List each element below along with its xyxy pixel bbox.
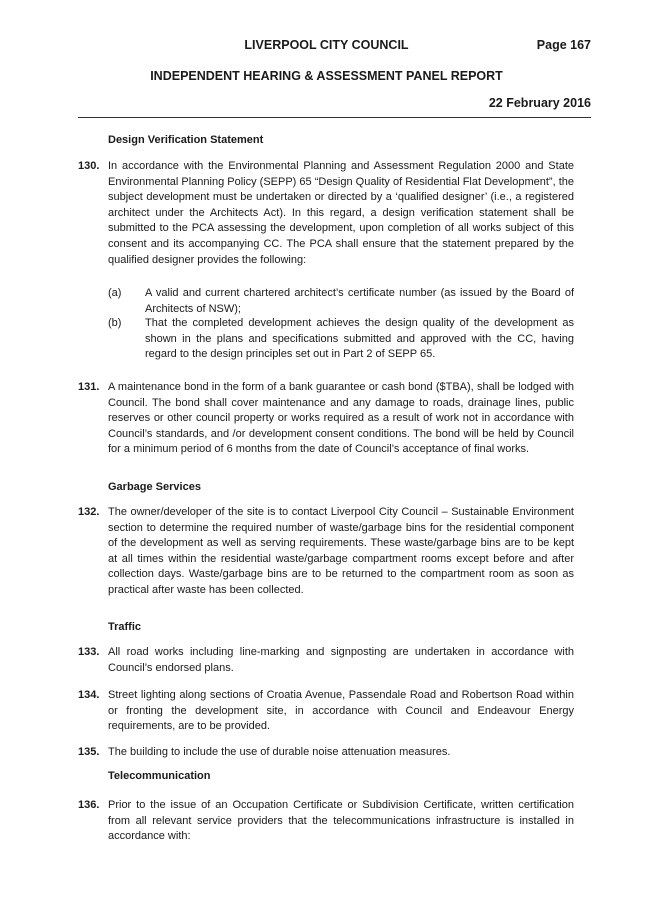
header-divider bbox=[78, 117, 591, 118]
clause-132 bbox=[78, 505, 574, 599]
clause-text: Prior to the issue of an Occupation Certificate or Subdivision Certificate, written certification from all relevant service providers that the telecommunications infrastructure is installed in accordance with: bbox=[108, 799, 574, 843]
clause-text: A maintenance bond in the form of a bank guarantee or cash bond ($TBA), shall be lodged with Council. The bond shall cover maintenance and any damage to roads, drainage lines, public reserves or other council property or works required as a result of work not in accordance with Council’s standards, and /or development consent conditions. The bond will be held by Council for a minimum period of 6 months from the date of Council’s acceptance of final works. bbox=[108, 381, 574, 456]
item-text: A valid and current chartered architect’s certificate number (as issued by the Board of Architects of NSW); bbox=[145, 287, 574, 315]
clause-number: 135. bbox=[78, 746, 100, 758]
report-date: 22 February 2016 bbox=[488, 96, 591, 110]
section-heading-telecommunication: Telecommunication bbox=[108, 770, 211, 782]
clause-number: 134. bbox=[78, 689, 100, 701]
section-heading-garbage-services: Garbage Services bbox=[108, 481, 201, 493]
clause-130 bbox=[78, 159, 574, 268]
section-heading-traffic: Traffic bbox=[108, 621, 142, 633]
clause-130-item-a bbox=[108, 286, 574, 317]
clause-number: 136. bbox=[78, 799, 100, 811]
clause-number: 133. bbox=[78, 646, 100, 658]
clause-text: The owner/developer of the site is to contact Liverpool City Council – Sustainable Environment section to determine the required number of waste/garbage bins for the residential component of the development as well as serving requirements. These waste/garbage bins are to be kept at all times within the residential waste/garbage compartment rooms except before and after collection days. Waste/garbage bins are to be returned to the compartment room as soon as practical after waste has been collected. bbox=[108, 506, 574, 596]
clause-131 bbox=[78, 380, 574, 458]
clause-134 bbox=[78, 688, 574, 735]
clause-text: All road works including line-marking and signposting are undertaken in accordance with Council’s endorsed plans. bbox=[108, 646, 574, 674]
item-text: That the completed development achieves the design quality of the development as shown in the plans and specifications submitted and approved with the CC, having regard to the design principles set out in Part 2 of SEPP 65. bbox=[145, 317, 574, 361]
clause-133 bbox=[78, 645, 574, 676]
section-heading-design-verification: Design Verification Statement bbox=[108, 134, 264, 146]
item-label: (b) bbox=[108, 317, 122, 329]
council-name: LIVERPOOL CITY COUNCIL bbox=[244, 38, 409, 52]
clause-number: 130. bbox=[78, 160, 100, 172]
clause-text: Street lighting along sections of Croatia Avenue, Passendale Road and Robertson Road within or fronting the development site, in accordance with Council and Endeavour Energy requirements, are to be provided. bbox=[108, 689, 574, 733]
page-number: Page 167 bbox=[536, 38, 591, 52]
clause-text: The building to include the use of durable noise attenuation measures. bbox=[108, 746, 451, 758]
clause-text: In accordance with the Environmental Planning and Assessment Regulation 2000 and State Environmental Planning Policy (SEPP) 65 “Design Quality of Residential Flat Development”, the subject development must be undertaken or directed by a ‘qualified designer’ (i.e., a registered architect under the Architects Act). In this regard, a design verification statement shall be submitted to the PCA assessing the development, upon completion of all works subject of this consent and its accompanying CC. The PCA shall ensure that the statement prepared by the qualified designer provides the following: bbox=[108, 160, 574, 266]
clause-number: 131. bbox=[78, 381, 100, 393]
clause-135 bbox=[78, 745, 574, 761]
clause-number: 132. bbox=[78, 506, 100, 518]
clause-130-item-b bbox=[108, 316, 574, 363]
clause-136 bbox=[78, 798, 574, 845]
item-label: (a) bbox=[108, 287, 122, 299]
report-title: INDEPENDENT HEARING & ASSESSMENT PANEL REPORT bbox=[150, 69, 503, 83]
